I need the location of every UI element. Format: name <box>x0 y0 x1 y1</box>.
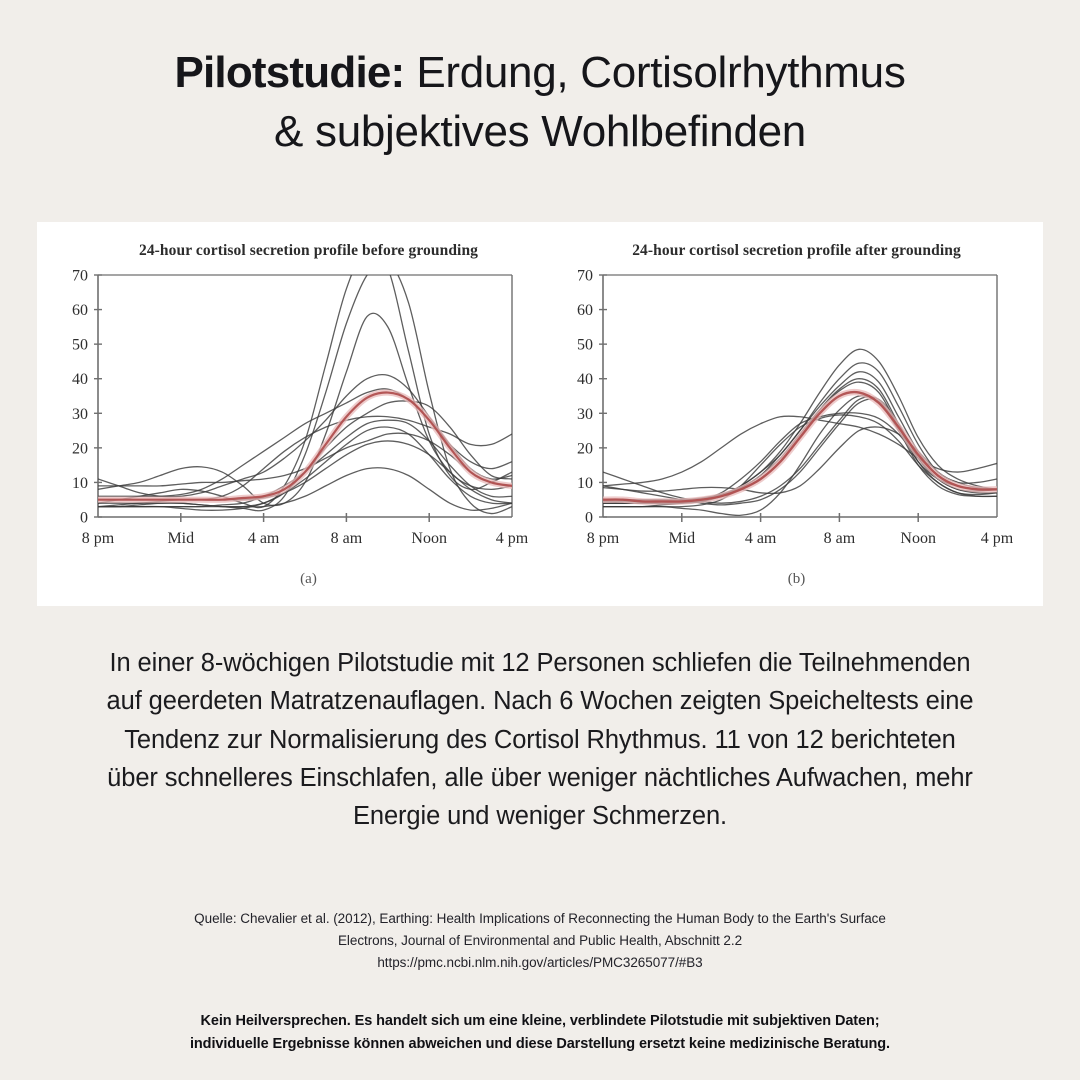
disclaimer-line-2: individuelle Ergebnisse können abweichen und diese Darstellung ersetzt keine medizinische Beratung. <box>190 1035 890 1052</box>
chart-panel-a <box>37 222 540 606</box>
figure-card <box>37 222 1043 606</box>
svg-text:8 pm: 8 pm <box>81 530 115 547</box>
svg-text:70: 70 <box>72 267 88 285</box>
chart-panel-b <box>540 222 1043 606</box>
svg-text:40: 40 <box>72 371 88 389</box>
source-citation <box>80 908 1000 974</box>
svg-text:4 am: 4 am <box>744 530 777 547</box>
disclaimer-line-1: Kein Heilversprechen. Es handelt sich um eine kleine, verblindete Pilotstudie mit subjektiven Daten; <box>200 1013 880 1029</box>
svg-text:40: 40 <box>577 371 593 389</box>
svg-text:20: 20 <box>577 440 593 458</box>
chart-a-panel-label: (a) <box>300 571 317 587</box>
svg-text:30: 30 <box>577 405 593 423</box>
svg-text:60: 60 <box>72 302 88 320</box>
svg-text:20: 20 <box>72 440 88 458</box>
svg-text:70: 70 <box>577 267 593 285</box>
svg-text:0: 0 <box>585 509 593 527</box>
svg-text:10: 10 <box>72 474 88 492</box>
charts-row <box>37 222 1043 606</box>
svg-text:50: 50 <box>72 336 88 354</box>
svg-text:60: 60 <box>577 302 593 320</box>
svg-text:30: 30 <box>72 405 88 423</box>
page-title-lead: Pilotstudie: <box>174 48 405 97</box>
svg-text:4 pm: 4 pm <box>495 530 529 547</box>
svg-text:8 am: 8 am <box>330 530 363 547</box>
svg-text:10: 10 <box>577 474 593 492</box>
chart-b-panel-label: (b) <box>787 571 806 587</box>
svg-text:8 am: 8 am <box>823 530 856 547</box>
svg-text:Mid: Mid <box>167 530 195 547</box>
page-title <box>60 44 1020 162</box>
chart-b-plot <box>540 222 1043 606</box>
page-title-line2: & subjektives Wohlbefinden <box>274 106 806 156</box>
source-url[interactable]: https://pmc.ncbi.nlm.nih.gov/articles/PMC3265077/#B3 <box>377 954 703 970</box>
svg-text:Noon: Noon <box>900 530 936 547</box>
disclaimer <box>90 1010 990 1056</box>
svg-text:Mid: Mid <box>668 530 696 547</box>
svg-text:Noon: Noon <box>411 530 447 547</box>
source-line-2: Electrons, Journal of Environmental and Public Health, Abschnitt 2.2 <box>337 932 743 948</box>
chart-a-plot <box>37 222 540 606</box>
svg-text:50: 50 <box>577 336 593 354</box>
svg-text:4 am: 4 am <box>247 530 280 547</box>
svg-text:8 pm: 8 pm <box>586 530 620 547</box>
svg-text:0: 0 <box>80 509 88 527</box>
chart-a-title: 24-hour cortisol secretion profile before grounding <box>138 242 479 259</box>
chart-b-title: 24-hour cortisol secretion profile after grounding <box>632 242 961 259</box>
svg-text:4 pm: 4 pm <box>980 530 1014 547</box>
page-title-rest: Erdung, Cortisolrhythmus <box>404 48 906 97</box>
body-paragraph: In einer 8-wöchigen Pilotstudie mit 12 Personen schliefen die Teilnehmenden auf geerdeten Matratzenauflagen. Nach 6 Wochen zeigten Speicheltests eine Tendenz zur Normalisierung des Cortisol Rhythmus. 11 von 12 berichteten über schnelleres Einschlafen, alle über weniger nächtliches Aufwachen, mehr Energie und weniger Schmerzen. <box>106 649 974 830</box>
source-line-1: Quelle: Chevalier et al. (2012), Earthing: Health Implications of Reconnecting the Human Body to the Earth's Surface <box>194 911 886 926</box>
